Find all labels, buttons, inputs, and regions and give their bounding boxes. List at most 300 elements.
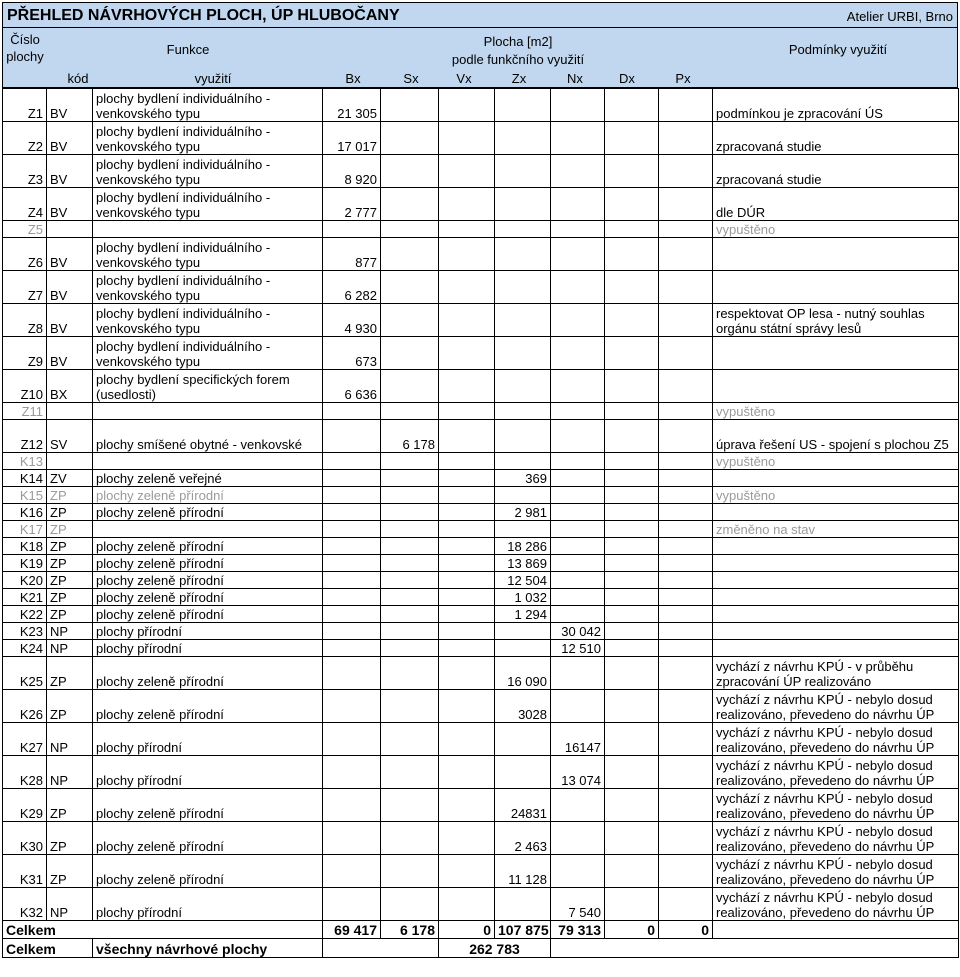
cell-sx [381, 521, 439, 538]
cell-podminky [713, 538, 959, 555]
totals-vx: 0 [439, 921, 495, 939]
cell-nx: 30 042 [551, 623, 605, 640]
cell-id: K26 [3, 690, 47, 723]
cell-id: Z2 [3, 122, 47, 155]
cell-podminky: podmínkou je zpracování ÚS [713, 89, 959, 122]
cell-podminky: vychází z návrhu KPÚ - nebylo dosud realizováno, převedeno do návrhu ÚP [713, 888, 959, 921]
title-bar [2, 2, 958, 28]
cell-px [659, 337, 713, 370]
cell-id: K21 [3, 589, 47, 606]
cell-vyuziti: plochy bydlení specifických forem (usedlosti) [93, 370, 323, 403]
cell-sx [381, 538, 439, 555]
totals-bx: 69 417 [323, 921, 381, 939]
table-row [3, 538, 959, 555]
cell-dx [605, 487, 659, 504]
cell-podminky: vypuštěno [713, 453, 959, 470]
cell-zx [495, 888, 551, 921]
cell-nx [551, 487, 605, 504]
cell-id: K17 [3, 521, 47, 538]
cell-vx [439, 723, 495, 756]
cell-sx [381, 504, 439, 521]
cell-podminky: vychází z návrhu KPÚ - nebylo dosud realizováno, převedeno do návrhu ÚP [713, 822, 959, 855]
cell-px [659, 789, 713, 822]
cell-sx [381, 453, 439, 470]
cell-sx [381, 640, 439, 657]
cell-vx [439, 337, 495, 370]
cell-zx: 3028 [495, 690, 551, 723]
grand-total-label: Celkem [3, 939, 93, 958]
cell-zx [495, 453, 551, 470]
header-plocha-2: podle funkčního využití [451, 52, 585, 67]
cell-dx [605, 504, 659, 521]
cell-px [659, 888, 713, 921]
cell-nx [551, 453, 605, 470]
cell-vyuziti: plochy zeleně veřejné [93, 470, 323, 487]
cell-dx [605, 589, 659, 606]
cell-podminky [713, 555, 959, 572]
cell-nx: 16147 [551, 723, 605, 756]
totals-row [3, 921, 959, 939]
cell-podminky [713, 623, 959, 640]
cell-id: K24 [3, 640, 47, 657]
cell-zx: 1 032 [495, 589, 551, 606]
cell-dx [605, 370, 659, 403]
cell-dx [605, 155, 659, 188]
cell-zx [495, 337, 551, 370]
cell-id: K22 [3, 606, 47, 623]
cell-zx [495, 89, 551, 122]
table-row [3, 623, 959, 640]
cell-sx [381, 89, 439, 122]
cell-dx [605, 756, 659, 789]
cell-kod: BV [47, 337, 93, 370]
cell-kod: SV [47, 420, 93, 453]
cell-podminky: vychází z návrhu KPÚ - v průběhu zpracování ÚP realizováno [713, 657, 959, 690]
cell-podminky: vypuštěno [713, 403, 959, 420]
cell-zx [495, 188, 551, 221]
cell-sx [381, 555, 439, 572]
cell-sx [381, 657, 439, 690]
cell-id: K28 [3, 756, 47, 789]
cell-kod: NP [47, 723, 93, 756]
cell-px [659, 555, 713, 572]
cell-bx [323, 555, 381, 572]
cell-nx [551, 470, 605, 487]
cell-id: Z3 [3, 155, 47, 188]
cell-id: K20 [3, 572, 47, 589]
cell-podminky [713, 572, 959, 589]
header-vyuziti: využití [194, 71, 232, 86]
cell-bx [323, 470, 381, 487]
cell-bx [323, 888, 381, 921]
cell-dx [605, 470, 659, 487]
table-row [3, 690, 959, 723]
cell-podminky [713, 271, 959, 304]
cell-vx [439, 789, 495, 822]
cell-kod: BV [47, 238, 93, 271]
cell-vx [439, 155, 495, 188]
table-row [3, 271, 959, 304]
table-row [3, 304, 959, 337]
cell-vyuziti: plochy přírodní [93, 723, 323, 756]
cell-nx: 7 540 [551, 888, 605, 921]
cell-kod: ZP [47, 521, 93, 538]
table-row [3, 370, 959, 403]
cell-px [659, 420, 713, 453]
cell-dx [605, 304, 659, 337]
cell-px [659, 403, 713, 420]
cell-bx [323, 403, 381, 420]
cell-sx [381, 756, 439, 789]
cell-vyuziti: plochy zeleně přírodní [93, 589, 323, 606]
cell-id: K23 [3, 623, 47, 640]
cell-dx [605, 521, 659, 538]
cell-vx [439, 304, 495, 337]
table-row [3, 403, 959, 420]
cell-id: K25 [3, 657, 47, 690]
table-row [3, 640, 959, 657]
cell-bx [323, 538, 381, 555]
table-row [3, 221, 959, 238]
cell-zx [495, 155, 551, 188]
cell-px [659, 589, 713, 606]
cell-nx [551, 122, 605, 155]
cell-podminky: vychází z návrhu KPÚ - nebylo dosud realizováno, převedeno do návrhu ÚP [713, 756, 959, 789]
table-row [3, 855, 959, 888]
cell-sx [381, 122, 439, 155]
cell-podminky: respektovat OP lesa - nutný souhlas orgánu státní správy lesů [713, 304, 959, 337]
cell-px [659, 657, 713, 690]
cell-px [659, 122, 713, 155]
cell-podminky [713, 238, 959, 271]
cell-nx [551, 89, 605, 122]
cell-nx [551, 690, 605, 723]
cell-sx [381, 337, 439, 370]
header-vx: Vx [456, 71, 472, 86]
cell-sx [381, 238, 439, 271]
cell-vyuziti [93, 453, 323, 470]
cell-id: Z7 [3, 271, 47, 304]
cell-nx [551, 572, 605, 589]
cell-nx [551, 822, 605, 855]
cell-podminky: změněno na stav [713, 521, 959, 538]
cell-vyuziti: plochy bydlení individuálního - venkovského typu [93, 89, 323, 122]
cell-sx [381, 188, 439, 221]
cell-zx: 11 128 [495, 855, 551, 888]
cell-vx [439, 855, 495, 888]
cell-zx [495, 271, 551, 304]
cell-zx: 16 090 [495, 657, 551, 690]
cell-podminky: vychází z návrhu KPÚ - nebylo dosud realizováno, převedeno do návrhu ÚP [713, 789, 959, 822]
cell-px [659, 504, 713, 521]
cell-nx [551, 855, 605, 888]
header-plocha-1: Plocha [m2] [483, 34, 553, 49]
table-row [3, 888, 959, 921]
cell-vyuziti: plochy bydlení individuálního - venkovského typu [93, 238, 323, 271]
cell-vx [439, 606, 495, 623]
cell-id: Z11 [3, 403, 47, 420]
cell-vyuziti: plochy zeleně přírodní [93, 487, 323, 504]
cell-sx [381, 690, 439, 723]
cell-id: K30 [3, 822, 47, 855]
cell-vx [439, 420, 495, 453]
cell-bx [323, 789, 381, 822]
cell-zx [495, 403, 551, 420]
cell-vyuziti: plochy zeleně přírodní [93, 504, 323, 521]
cell-kod: ZP [47, 855, 93, 888]
table-row [3, 555, 959, 572]
cell-sx [381, 370, 439, 403]
cell-kod: BX [47, 370, 93, 403]
table-row [3, 589, 959, 606]
page-title: PŘEHLED NÁVRHOVÝCH PLOCH, ÚP HLUBOČANY [7, 7, 400, 24]
cell-vyuziti: plochy zeleně přírodní [93, 789, 323, 822]
header-dx: Dx [619, 71, 635, 86]
cell-bx: 8 920 [323, 155, 381, 188]
header-cislo-1: Číslo [10, 32, 40, 47]
cell-podminky: vychází z návrhu KPÚ - nebylo dosud realizováno, převedeno do návrhu ÚP [713, 690, 959, 723]
cell-bx [323, 487, 381, 504]
table-row [3, 238, 959, 271]
cell-nx [551, 221, 605, 238]
cell-px [659, 521, 713, 538]
cell-vx [439, 589, 495, 606]
cell-sx [381, 572, 439, 589]
table-header [2, 28, 958, 88]
cell-kod: BV [47, 89, 93, 122]
cell-id: K18 [3, 538, 47, 555]
cell-kod [47, 453, 93, 470]
cell-nx [551, 538, 605, 555]
cell-vyuziti: plochy přírodní [93, 623, 323, 640]
header-podminky: Podmínky využití [788, 42, 888, 57]
cell-id: Z6 [3, 238, 47, 271]
table-row [3, 337, 959, 370]
cell-id: K27 [3, 723, 47, 756]
cell-zx [495, 623, 551, 640]
cell-nx [551, 304, 605, 337]
cell-sx [381, 589, 439, 606]
cell-kod: NP [47, 756, 93, 789]
cell-sx [381, 789, 439, 822]
cell-vx [439, 521, 495, 538]
cell-vx [439, 640, 495, 657]
cell-nx [551, 504, 605, 521]
cell-dx [605, 221, 659, 238]
cell-vx [439, 690, 495, 723]
header-nx: Nx [567, 71, 583, 86]
cell-podminky: vychází z návrhu KPÚ - nebylo dosud realizováno, převedeno do návrhu ÚP [713, 855, 959, 888]
table-row [3, 453, 959, 470]
cell-px [659, 453, 713, 470]
totals-px: 0 [659, 921, 713, 939]
cell-px [659, 623, 713, 640]
table-row [3, 89, 959, 122]
cell-sx [381, 888, 439, 921]
cell-vx [439, 453, 495, 470]
table-row [3, 155, 959, 188]
cell-kod: BV [47, 271, 93, 304]
cell-zx [495, 723, 551, 756]
cell-vx [439, 221, 495, 238]
cell-dx [605, 555, 659, 572]
cell-nx [551, 155, 605, 188]
cell-nx [551, 555, 605, 572]
cell-bx [323, 572, 381, 589]
cell-bx [323, 657, 381, 690]
cell-kod: NP [47, 623, 93, 640]
cell-id: K19 [3, 555, 47, 572]
cell-zx [495, 521, 551, 538]
cell-nx [551, 420, 605, 453]
cell-podminky: vypuštěno [713, 487, 959, 504]
cell-vx [439, 188, 495, 221]
cell-px [659, 855, 713, 888]
cell-px [659, 606, 713, 623]
cell-bx: 17 017 [323, 122, 381, 155]
cell-vyuziti: plochy bydlení individuálního - venkovského typu [93, 155, 323, 188]
cell-vyuziti [93, 403, 323, 420]
cell-podminky: zpracovaná studie [713, 122, 959, 155]
cell-zx: 2 463 [495, 822, 551, 855]
cell-sx [381, 606, 439, 623]
cell-dx [605, 657, 659, 690]
cell-zx: 13 869 [495, 555, 551, 572]
cell-nx: 13 074 [551, 756, 605, 789]
cell-vyuziti: plochy zeleně přírodní [93, 690, 323, 723]
totals-nx: 79 313 [551, 921, 605, 939]
cell-nx: 12 510 [551, 640, 605, 657]
cell-px [659, 89, 713, 122]
areas-table [2, 88, 959, 958]
cell-nx [551, 403, 605, 420]
cell-bx: 4 930 [323, 304, 381, 337]
header-kod: kód [67, 71, 89, 86]
table-row [3, 521, 959, 538]
cell-px [659, 690, 713, 723]
cell-vyuziti [93, 221, 323, 238]
cell-vx [439, 89, 495, 122]
cell-nx [551, 337, 605, 370]
cell-px [659, 538, 713, 555]
cell-kod: ZP [47, 690, 93, 723]
table-row [3, 789, 959, 822]
cell-vx [439, 623, 495, 640]
cell-podminky [713, 470, 959, 487]
cell-id: K31 [3, 855, 47, 888]
cell-bx [323, 640, 381, 657]
cell-kod: ZP [47, 822, 93, 855]
author-label: Atelier URBI, Brno [846, 9, 953, 24]
cell-nx [551, 657, 605, 690]
cell-vx [439, 370, 495, 403]
cell-vx [439, 888, 495, 921]
cell-vyuziti [93, 521, 323, 538]
table-row [3, 122, 959, 155]
cell-dx [605, 855, 659, 888]
cell-zx [495, 420, 551, 453]
cell-dx [605, 640, 659, 657]
cell-sx [381, 221, 439, 238]
cell-nx [551, 188, 605, 221]
cell-px [659, 487, 713, 504]
cell-vyuziti: plochy přírodní [93, 640, 323, 657]
cell-vyuziti: plochy zeleně přírodní [93, 606, 323, 623]
totals-label: Celkem [3, 921, 323, 939]
cell-bx [323, 723, 381, 756]
cell-zx [495, 304, 551, 337]
cell-bx [323, 521, 381, 538]
cell-kod: ZP [47, 657, 93, 690]
cell-sx [381, 723, 439, 756]
cell-id: K32 [3, 888, 47, 921]
cell-id: Z4 [3, 188, 47, 221]
header-cislo-2: plochy [6, 49, 44, 64]
cell-zx [495, 756, 551, 789]
table-row [3, 188, 959, 221]
cell-id: Z12 [3, 420, 47, 453]
cell-bx [323, 690, 381, 723]
cell-vyuziti: plochy zeleně přírodní [93, 657, 323, 690]
table-row [3, 504, 959, 521]
cell-zx: 1 294 [495, 606, 551, 623]
cell-vx [439, 538, 495, 555]
cell-id: Z8 [3, 304, 47, 337]
cell-dx [605, 822, 659, 855]
header-funkce: Funkce [166, 42, 210, 57]
cell-kod: ZP [47, 538, 93, 555]
cell-kod: ZP [47, 589, 93, 606]
cell-bx [323, 606, 381, 623]
table-row [3, 470, 959, 487]
grand-total-desc: všechny návrhové plochy [93, 939, 323, 958]
cell-podminky: vychází z návrhu KPÚ - nebylo dosud realizováno, převedeno do návrhu ÚP [713, 723, 959, 756]
cell-vyuziti: plochy zeleně přírodní [93, 822, 323, 855]
cell-podminky [713, 504, 959, 521]
cell-id: Z1 [3, 89, 47, 122]
cell-dx [605, 420, 659, 453]
header-px: Px [675, 71, 691, 86]
cell-zx: 12 504 [495, 572, 551, 589]
cell-bx [323, 504, 381, 521]
cell-vyuziti: plochy bydlení individuálního - venkovského typu [93, 188, 323, 221]
cell-sx: 6 178 [381, 420, 439, 453]
cell-dx [605, 789, 659, 822]
cell-id: Z5 [3, 221, 47, 238]
cell-vx [439, 271, 495, 304]
cell-vx [439, 403, 495, 420]
cell-sx [381, 470, 439, 487]
header-zx: Zx [511, 71, 527, 86]
cell-dx [605, 188, 659, 221]
cell-dx [605, 89, 659, 122]
totals-dx: 0 [605, 921, 659, 939]
cell-vx [439, 487, 495, 504]
cell-bx [323, 756, 381, 789]
cell-vyuziti: plochy zeleně přírodní [93, 855, 323, 888]
cell-kod: ZP [47, 555, 93, 572]
cell-px [659, 470, 713, 487]
cell-vx [439, 122, 495, 155]
cell-zx [495, 640, 551, 657]
cell-px [659, 572, 713, 589]
cell-id: K13 [3, 453, 47, 470]
cell-podminky [713, 640, 959, 657]
cell-bx: 6 636 [323, 370, 381, 403]
cell-vyuziti: plochy bydlení individuálního - venkovského typu [93, 304, 323, 337]
table-row [3, 657, 959, 690]
cell-nx [551, 521, 605, 538]
